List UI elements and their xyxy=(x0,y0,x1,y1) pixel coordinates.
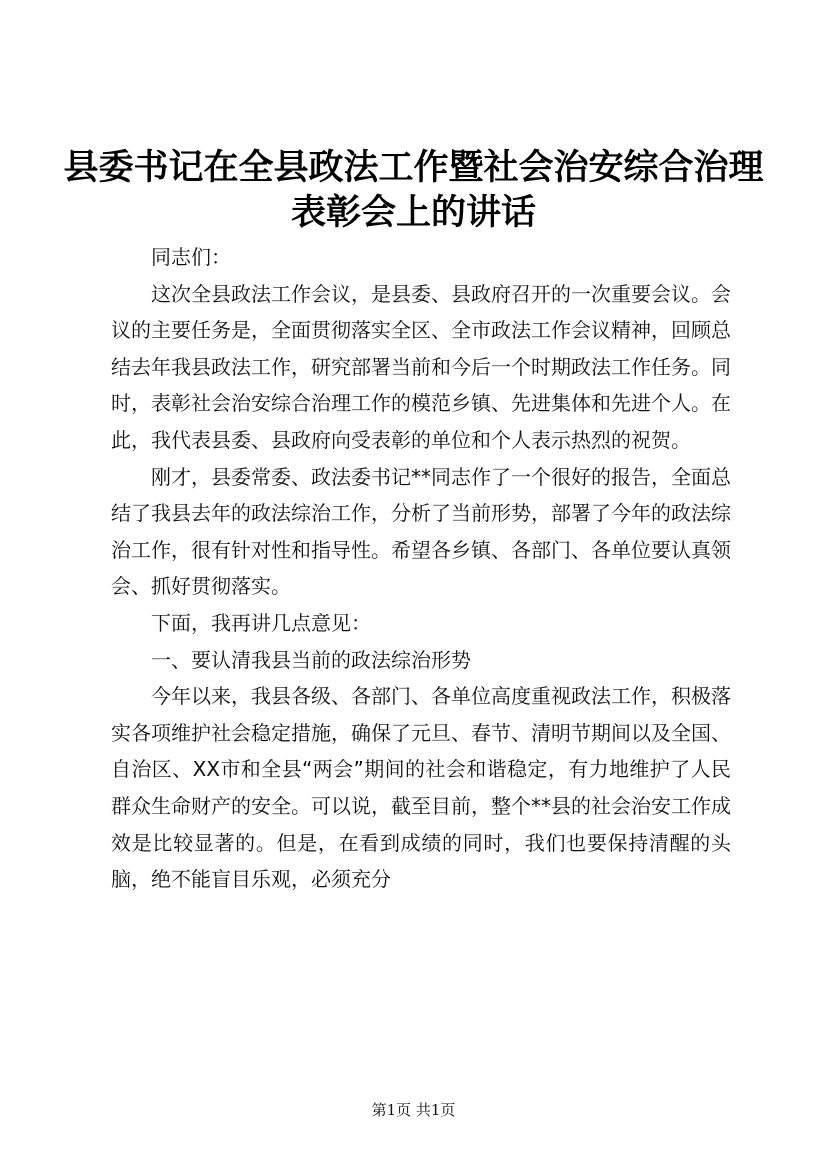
paragraph-situation: 今年以来，我县各级、各部门、各单位高度重视政法工作，积极落实各项维护社会稳定措施，确保了元旦、春节、清明节期间以及全国、自治区、XX市和全县“两会”期间的社会和谐稳定，有力地维护了人民群众生命财产的安全。可以说，截至目前，整个**县的社会治安工作成效是比较显著的。但是，在看到成绩的同时，我们也要保持清醒的头脑，绝不能盲目乐观，必须充分 xyxy=(111,684,731,892)
paragraph-report-comment: 刚才，县委常委、政法委书记**同志作了一个很好的报告，全面总结了我县去年的政法综治工作，分析了当前形势，部署了今年的政法综治工作，很有针对性和指导性。希望各乡镇、各部门、各单位要认真领会、抓好贯彻落实。 xyxy=(111,464,731,599)
document-body xyxy=(111,239,731,898)
paragraph-opinions-intro: 下面，我再讲几点意见： xyxy=(151,610,371,635)
paragraph-meeting-intro: 这次全县政法工作会议，是县委、县政府召开的一次重要会议。会议的主要任务是，全面贯彻落实全区、全市政法工作会议精神，回顾总结去年我县政法工作，研究部署当前和今后一个时期政法工作任务。同时，表彰社会治安综合治理工作的模范乡镇、先进集体和先进个人。在此，我代表县委、县政府向受表彰的单位和个人表示热烈的祝贺。 xyxy=(111,281,731,452)
section-heading-1: 一、要认清我县当前的政法综治形势 xyxy=(151,647,471,672)
document-title-line-2: 表彰会上的讲话 xyxy=(290,192,536,233)
document-title-line-1: 县委书记在全县政法工作暨社会治安综合治理 xyxy=(63,147,764,188)
page-footer: 第1页 共1页 xyxy=(371,1101,456,1119)
paragraph-salutation: 同志们： xyxy=(151,245,231,269)
